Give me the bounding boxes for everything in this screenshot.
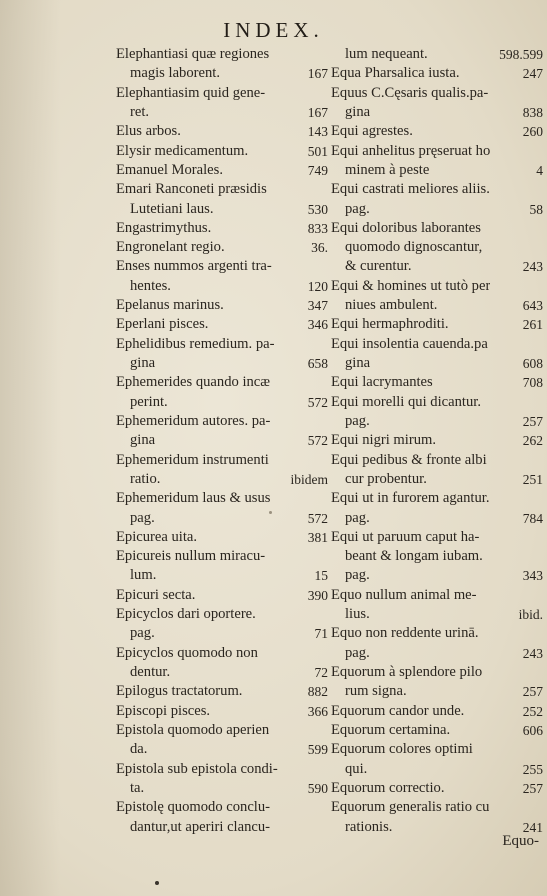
page-reference: ibidem [290, 471, 328, 487]
entry-text: gina [345, 355, 371, 371]
index-entry-line [331, 470, 543, 489]
printer-mark [155, 881, 159, 885]
page-reference: 15 [314, 568, 328, 584]
index-entry-line [116, 277, 328, 296]
index-entry-line [116, 547, 328, 566]
index-entry-line [331, 566, 543, 585]
page-reference: 643 [522, 298, 543, 314]
index-entry-line [116, 798, 328, 817]
entry-text: beant & longam iubam. [345, 548, 483, 565]
index-entry-line [331, 605, 543, 624]
index-entry-line [331, 373, 543, 392]
entry-text: Epicureis nullum miracu- [116, 548, 266, 565]
entry-text: Emanuel Morales. [116, 161, 223, 178]
page-reference: 599 [307, 742, 328, 758]
page-reference: ibid. [518, 607, 543, 623]
page-reference: 260 [522, 124, 543, 140]
index-entry-line [331, 238, 543, 257]
entry-text: pag. [345, 200, 370, 217]
index-entry-line [331, 161, 543, 180]
page-reference: 4 [536, 162, 543, 178]
entry-text: Epicyclos dari oportere. [116, 606, 256, 623]
index-entry-line [116, 393, 328, 412]
index-entry-line [331, 84, 543, 103]
index-entry-line [331, 64, 543, 83]
entry-text: Epicyclos quomodo non [116, 644, 258, 661]
page-reference: 598.599 [499, 47, 543, 62]
index-entry-line [331, 180, 543, 199]
entry-text: Equi hermaphroditi. [331, 316, 449, 333]
page-reference: 390 [307, 587, 328, 603]
index-entry-line [116, 509, 328, 528]
index-entry-line [116, 200, 328, 219]
index-entry-line [331, 721, 543, 740]
entry-text: hentes. [130, 277, 171, 294]
entry-text: cur probentur. [345, 470, 427, 487]
index-entry-line [331, 779, 543, 798]
entry-text: Equi morelli qui dicantur. [331, 393, 481, 410]
entry-text: niues ambulent. [345, 297, 438, 314]
page-reference: 882 [307, 684, 328, 700]
entry-text: Equorum colores optimi [331, 741, 473, 758]
index-entry-line [116, 644, 328, 663]
entry-text: rum signa. [345, 683, 407, 700]
index-entry-line [331, 219, 543, 238]
index-entry-line [116, 161, 328, 180]
index-entry-line [116, 779, 328, 798]
page-reference: 257 [522, 780, 543, 796]
page-reference: 58 [529, 201, 543, 217]
entry-text: Equi insolentia cauenda.pa [331, 335, 488, 352]
entry-text: Epelanus marinus. [116, 297, 224, 314]
page-reference: 572 [307, 433, 328, 449]
page-reference: 71 [314, 626, 328, 642]
page-reference: 72 [314, 665, 328, 680]
index-entry-line [116, 451, 328, 470]
index-entry-line [116, 142, 328, 161]
page-reference: 241 [522, 819, 543, 835]
entry-text: Equa Pharsalica iusta. [331, 65, 460, 82]
index-entry-line [331, 200, 543, 219]
entry-text: Elephantiasim quid gene- [116, 84, 266, 101]
entry-text: Elysir medicamentum. [116, 142, 249, 159]
entry-text: Equus C.Cęsaris qualis.pa- [331, 84, 489, 101]
entry-text: gina [130, 355, 156, 371]
index-entry-line [116, 721, 328, 740]
entry-text: Equi pedibus & fronte albi [331, 451, 487, 468]
index-entry-line [116, 470, 328, 489]
entry-text: gina [345, 103, 371, 120]
index-entry-line [331, 142, 543, 161]
entry-text: Equorum generalis ratio cu [331, 799, 490, 816]
index-entry-line [116, 180, 328, 199]
entry-text: Ephemerides quando incæ [116, 374, 271, 391]
entry-text: pag. [130, 509, 155, 526]
entry-text: pag. [130, 625, 155, 642]
index-entry-line [116, 624, 328, 643]
index-entry-line [331, 528, 543, 547]
right-index-column [331, 45, 543, 837]
entry-text: minem à peste [345, 161, 430, 178]
entry-text: pag. [345, 509, 370, 526]
page-reference: 572 [307, 394, 328, 410]
index-entry-line [331, 509, 543, 528]
index-entry-line [116, 122, 328, 141]
index-entry-line [331, 702, 543, 721]
index-entry-line [331, 682, 543, 701]
index-entry-line [331, 412, 543, 431]
entry-text: Equi ut paruum caput ha- [331, 528, 480, 545]
index-entry-line [116, 682, 328, 701]
entry-text: Equi nigri mirum. [331, 432, 436, 449]
entry-text: pag. [345, 644, 370, 661]
entry-text: Equi agrestes. [331, 123, 413, 140]
entry-text: Eperlani pisces. [116, 316, 209, 333]
entry-text: Equi anhelitus pręseruat ho [331, 142, 491, 159]
page-reference: 257 [522, 684, 543, 700]
index-entry-line [331, 335, 543, 354]
entry-text: Equorum certamina. [331, 721, 451, 738]
entry-text: Equi castrati meliores aliis. [331, 181, 490, 198]
entry-text: Equi ut in furorem agantur. [331, 490, 490, 507]
index-entry-line [331, 257, 543, 276]
index-entry-line [331, 103, 543, 122]
index-entry-line [331, 798, 543, 817]
page-reference: 251 [522, 471, 543, 487]
entry-text: Ephelidibus remedium. pa- [116, 335, 275, 352]
entry-text: Ephemeridum instrumenti [116, 451, 269, 468]
index-entry-line [116, 64, 328, 83]
page-reference: 257 [522, 413, 543, 429]
page-reference: 261 [522, 317, 543, 333]
gutter-shadow [0, 0, 60, 896]
entry-text: Epicuri secta. [116, 586, 196, 603]
page-reference: 346 [307, 317, 328, 333]
index-entry-line [116, 566, 328, 585]
entry-text: Equi lacrymantes [331, 374, 433, 391]
index-entry-line [331, 393, 543, 412]
entry-text: Equi & homines ut tutò per [331, 277, 491, 294]
index-entry-line [331, 586, 543, 605]
page-reference: 243 [522, 259, 543, 275]
page-reference: 36. [311, 240, 328, 256]
page-title: INDEX. [223, 18, 324, 42]
page-reference: 381 [307, 529, 328, 545]
index-entry-line [331, 624, 543, 643]
entry-text: Lutetiani laus. [130, 200, 214, 217]
left-index-column [116, 45, 328, 837]
entry-text: rationis. [345, 818, 393, 835]
page-reference: 120 [307, 278, 328, 294]
index-entry-line [116, 586, 328, 605]
entry-text: Ephemeridum autores. pa- [116, 412, 271, 429]
index-entry-line [116, 296, 328, 315]
index-entry-line [331, 431, 543, 450]
entry-text: Enses nummos argenti tra- [116, 258, 272, 275]
index-entry-line [331, 45, 543, 64]
index-entry-line [116, 315, 328, 334]
index-entry-line [116, 335, 328, 354]
entry-text: pag. [345, 567, 370, 584]
entry-text: & curentur. [345, 258, 412, 275]
entry-text: Epistolę quomodo conclu- [116, 799, 271, 816]
entry-text: Elephantiasi quæ regiones [116, 46, 270, 62]
page-reference: 838 [522, 104, 543, 120]
index-entry-line [116, 431, 328, 450]
index-entry-line [331, 315, 543, 334]
index-entry-line [116, 354, 328, 373]
index-entry-line [116, 663, 328, 682]
index-entry-line [116, 45, 328, 64]
page-reference: 833 [307, 220, 328, 236]
index-entry-line [116, 702, 328, 721]
page-reference: 255 [522, 761, 543, 777]
page-reference: 366 [307, 703, 328, 719]
entry-text: Equo nullum animal me- [331, 586, 477, 603]
page-reference: 784 [522, 510, 543, 526]
index-entry-line [116, 103, 328, 122]
entry-text: lius. [345, 606, 370, 623]
page-reference: 167 [307, 104, 328, 120]
index-entry-line [116, 489, 328, 508]
index-entry-line [331, 489, 543, 508]
page-reference: 708 [522, 375, 543, 391]
entry-text: lum nequeant. [345, 46, 428, 62]
index-entry-line [331, 547, 543, 566]
entry-text: Equorum candor unde. [331, 702, 465, 719]
page-reference: 262 [522, 433, 543, 449]
entry-text: ret. [130, 103, 150, 120]
index-entry-line [116, 528, 328, 547]
index-entry-line [116, 84, 328, 103]
entry-text: gina [130, 432, 156, 449]
page-reference: 243 [522, 645, 543, 661]
entry-text: perint. [130, 393, 168, 410]
page-reference: 658 [307, 356, 328, 371]
index-entry-line [331, 663, 543, 682]
entry-text: pag. [345, 412, 370, 429]
entry-text: ratio. [130, 470, 161, 487]
page-reference: 167 [307, 66, 328, 82]
page-reference: 347 [307, 298, 328, 314]
entry-text: Engronelant regio. [116, 239, 225, 256]
index-entry-line [116, 257, 328, 276]
page-reference: 608 [522, 356, 543, 371]
entry-text: Epistola quomodo aperien [116, 721, 270, 738]
index-entry-line [116, 740, 328, 759]
index-entry-line [116, 219, 328, 238]
page-reference: 530 [307, 201, 328, 217]
entry-text: Ephemeridum laus & usus [116, 490, 271, 507]
index-entry-line [331, 644, 543, 663]
entry-text: Epistola sub epistola condi- [116, 760, 278, 777]
index-entry-line [116, 818, 328, 837]
index-entry-line [116, 760, 328, 779]
entry-text: quomodo dignoscantur, [345, 239, 483, 256]
entry-text: Elus arbos. [116, 123, 181, 140]
entry-text: ta. [130, 779, 145, 796]
index-entry-line [331, 122, 543, 141]
entry-text: magis laborent. [130, 65, 220, 82]
entry-text: qui. [345, 760, 368, 777]
entry-text: da. [130, 741, 148, 758]
index-entry-line [331, 277, 543, 296]
index-entry-line [331, 760, 543, 779]
page-reference: 501 [307, 143, 328, 159]
index-entry-line [331, 451, 543, 470]
index-entry-line [116, 605, 328, 624]
index-entry-line [116, 238, 328, 257]
page-reference: 247 [522, 66, 543, 82]
index-entry-line [331, 296, 543, 315]
entry-text: Engastrimythus. [116, 219, 212, 236]
index-entry-line [331, 354, 543, 373]
entry-text: dantur,ut aperiri clancu- [130, 818, 271, 835]
entry-text: Epicurea uita. [116, 528, 198, 545]
entry-text: Emari Ranconeti præsidis [116, 181, 267, 198]
page-reference: 590 [307, 780, 328, 796]
page-reference: 572 [307, 510, 328, 526]
entry-text: Equorum à splendore pilo [331, 664, 483, 680]
catchword: Equo- [502, 833, 539, 849]
entry-text: Equorum correctio. [331, 779, 445, 796]
index-entry-line [116, 373, 328, 392]
page-reference: 606 [522, 722, 543, 738]
entry-text: lum. [130, 567, 157, 584]
page-reference: 252 [522, 703, 543, 719]
index-entry-line [116, 412, 328, 431]
entry-text: dentur. [130, 664, 171, 680]
entry-text: Episcopi pisces. [116, 702, 211, 719]
page-reference: 143 [307, 124, 328, 140]
page-reference: 749 [307, 162, 328, 178]
index-entry-line [331, 740, 543, 759]
entry-text: Equi doloribus laborantes [331, 219, 481, 236]
page-reference: 343 [522, 568, 543, 584]
entry-text: Equo non reddente urinā. [331, 625, 479, 642]
ink-speck [269, 511, 272, 514]
entry-text: Epilogus tractatorum. [116, 683, 243, 700]
